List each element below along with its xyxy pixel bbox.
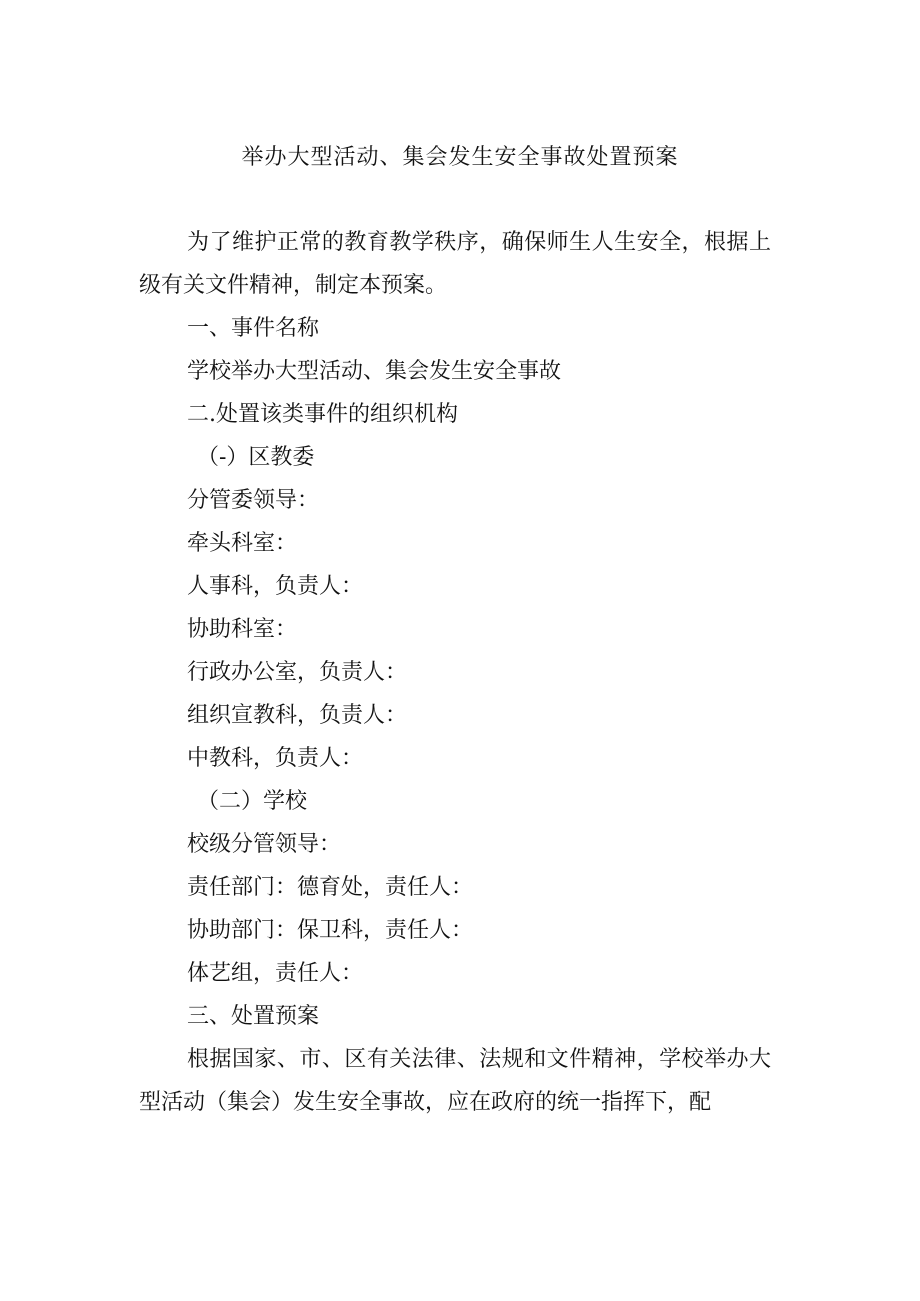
paragraph-administrative-office: 行政办公室，负责人： (187, 660, 408, 685)
heading-organization: 二.处置该类事件的组织机构 (187, 402, 458, 427)
paragraph-leader: 分管委领导： (187, 488, 320, 513)
heading-plan: 三、处置预案 (187, 1004, 320, 1029)
heading-event-name: 一、事件名称 (187, 316, 320, 341)
paragraph-sports-arts-group: 体艺组，责任人： (187, 961, 364, 986)
paragraph-assisting-office: 协助科室： (187, 617, 298, 642)
paragraph-event-name: 学校举办大型活动、集会发生安全事故 (187, 359, 562, 384)
subheading-school: （二）学校 (197, 789, 308, 814)
paragraph-intro: 为了维护正常的教育教学秩序，确保师生人生安全，根据上级有关文件精神，制定本预案。 (139, 230, 771, 298)
paragraph-lead-office: 牵头科室： (187, 531, 298, 556)
subheading-district-education-commission: （-）区教委 (197, 445, 315, 470)
document-title: 举办大型活动、集会发生安全事故处置预案 (241, 145, 679, 170)
paragraph-school-leader: 校级分管领导： (187, 832, 342, 857)
paragraph-plan-body: 根据国家、市、区有关法律、法规和文件精神，学校举办大型活动（集会）发生安全事故，应在政府的统一指挥下，配 (139, 1047, 771, 1115)
document-body (139, 221, 771, 1124)
paragraph-secondary-education-section: 中教科，负责人： (187, 746, 364, 771)
paragraph-personnel-section: 人事科，负责人： (187, 574, 364, 599)
paragraph-responsible-department: 责任部门：德育处，责任人： (187, 875, 474, 900)
paragraph-publicity-section: 组织宣教科，负责人： (187, 703, 408, 728)
paragraph-assisting-department: 协助部门：保卫科，责任人： (187, 918, 474, 943)
